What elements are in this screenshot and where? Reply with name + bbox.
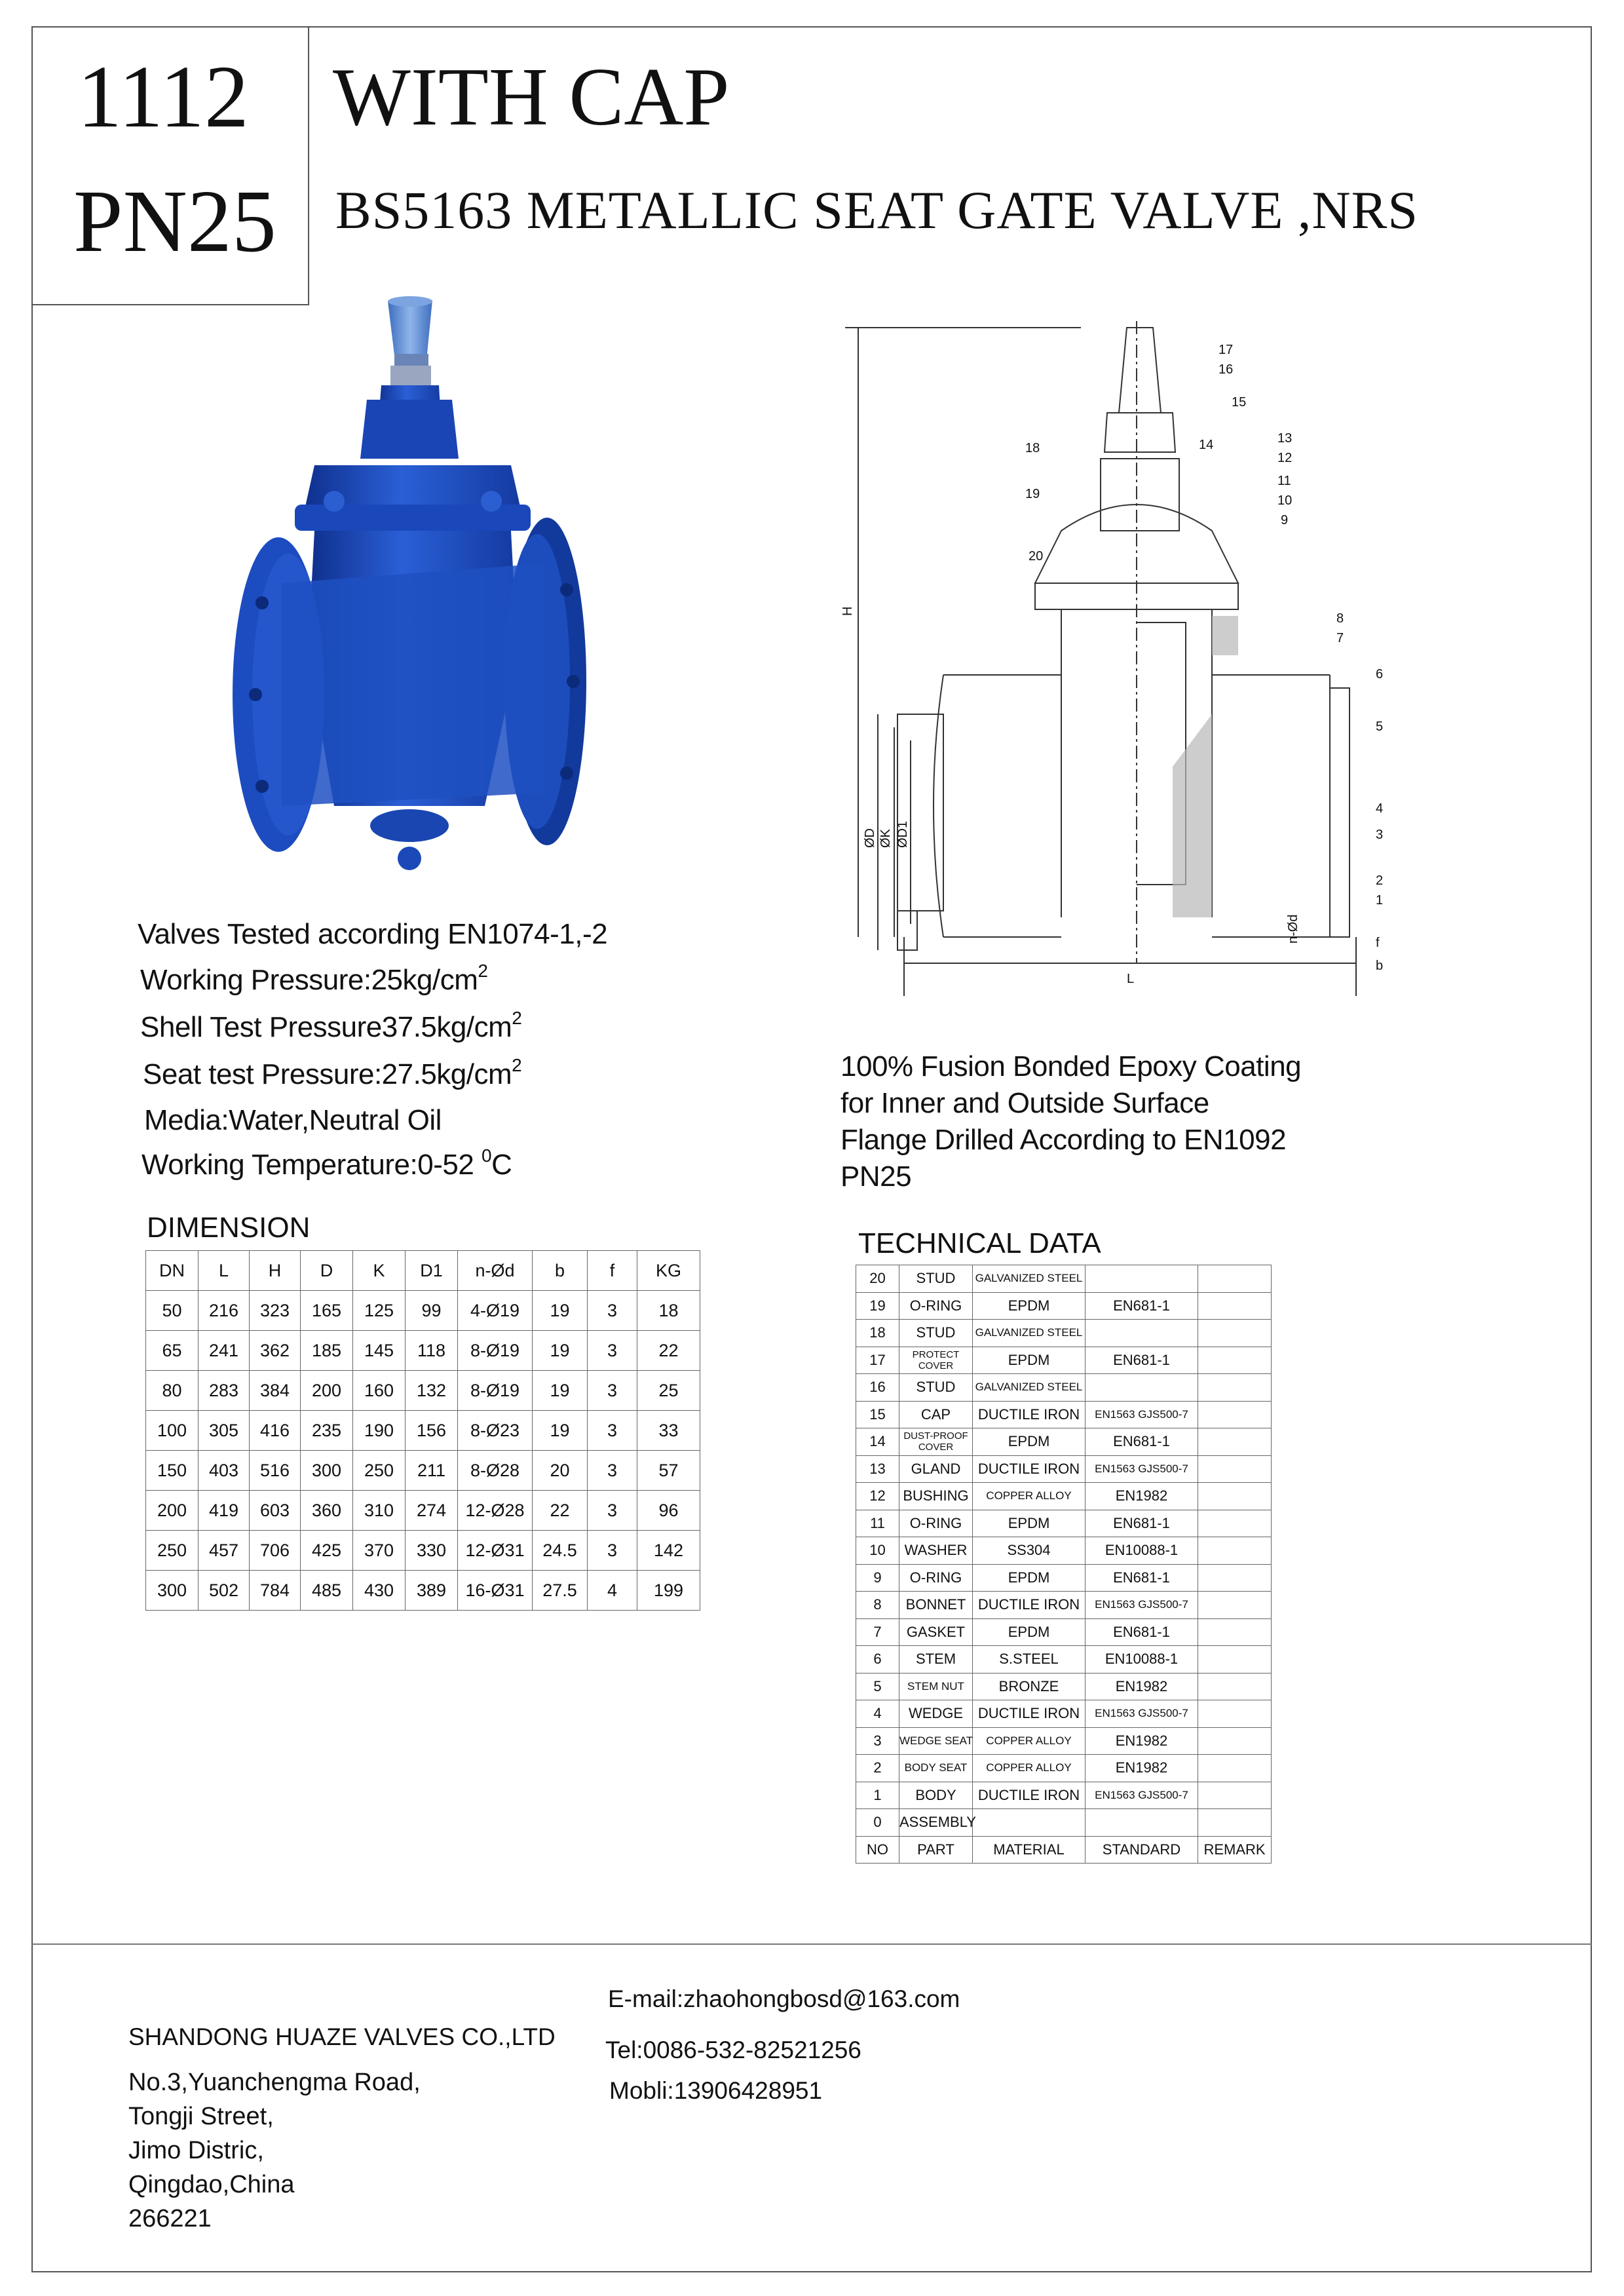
table-cell: D [301,1251,353,1291]
table-cell: GALVANIZED STEEL [973,1320,1086,1347]
table-cell: DUST-PROOF COVER [899,1428,973,1456]
table-cell: 142 [637,1531,700,1571]
pressure-class: PN25 [73,172,276,271]
table-cell: 3 [588,1331,637,1371]
table-cell [1198,1401,1272,1428]
dimension-table [145,1250,700,1611]
spec-working-pressure: Working $Pressure:25kg/cm^2$ [140,961,488,996]
table-cell: EN1563 GJS500-7 [1086,1592,1198,1619]
table-cell: 19 [533,1411,588,1451]
table-cell: 19 [856,1292,899,1320]
table-cell: 425 [301,1531,353,1571]
table-cell: EN1563 GJS500-7 [1086,1401,1198,1428]
table-cell: 360 [301,1491,353,1531]
technical-footer-row [856,1836,1272,1864]
table-cell: 27.5 [533,1571,588,1611]
table-cell: S.STEEL [973,1646,1086,1674]
part-label-5: 5 [1376,719,1384,734]
table-cell: EPDM [973,1428,1086,1456]
table-cell: EN10088-1 [1086,1646,1198,1674]
part-label-3: 3 [1376,828,1384,842]
title-product: BS5163 METALLIC SEAT GATE VALVE ,NRS [335,180,1418,240]
table-cell: 4-Ø19 [458,1291,533,1331]
part-label-9: 9 [1281,513,1289,527]
table-cell: BRONZE [973,1673,1086,1700]
table-cell: EN1982 [1086,1483,1198,1510]
table-row [856,1592,1272,1619]
table-cell: EN681-1 [1086,1292,1198,1320]
table-cell: WEDGE [899,1700,973,1728]
table-cell: 784 [250,1571,301,1611]
coating-line-1: 100% Fusion Bonded Epoxy Coating [840,1050,1302,1082]
table-cell: 165 [301,1291,353,1331]
table-cell [1086,1374,1198,1402]
table-cell: 362 [250,1331,301,1371]
table-cell: GASKET [899,1618,973,1646]
table-cell: DUCTILE IRON [973,1455,1086,1483]
table-cell: 18 [856,1320,899,1347]
label-l: L [1127,972,1135,986]
table-cell: BONNET [899,1592,973,1619]
table-cell: 3 [588,1531,637,1571]
table-cell: STEM [899,1646,973,1674]
part-label-4: 4 [1376,801,1384,816]
address-line: 266221 [128,2205,212,2232]
company-name: SHANDONG HUAZE VALVES CO.,LTD [128,2023,556,2050]
table-cell: 516 [250,1451,301,1491]
table-row [856,1537,1272,1565]
table-row [856,1483,1272,1510]
table-cell: 22 [637,1331,700,1371]
table-row [856,1755,1272,1782]
table-cell: 457 [198,1531,250,1571]
table-cell [1198,1727,1272,1755]
table-cell: 419 [198,1491,250,1531]
table-cell: 118 [406,1331,458,1371]
table-cell: 185 [301,1331,353,1371]
table-cell: NO [856,1836,899,1864]
dimension-title: DIMENSION [147,1212,311,1244]
table-cell: EN1563 GJS500-7 [1086,1700,1198,1728]
table-cell: 200 [301,1371,353,1411]
table-cell: 19 [533,1331,588,1371]
table-cell: EPDM [973,1292,1086,1320]
model-number: 1112 [77,48,249,146]
table-cell: L [198,1251,250,1291]
table-cell: PART [899,1836,973,1864]
table-cell: 1 [856,1782,899,1809]
table-cell: EN1563 GJS500-7 [1086,1455,1198,1483]
table-cell: H [250,1251,301,1291]
table-cell: 65 [146,1331,198,1371]
table-cell [1198,1537,1272,1565]
table-cell: 132 [406,1371,458,1411]
spec-seat-test: Seat test $Pressure:27.5kg/cm^2$ [143,1055,522,1090]
table-row [146,1371,700,1411]
table-cell: b [533,1251,588,1291]
table-cell: 125 [353,1291,406,1331]
table-cell: 200 [146,1491,198,1531]
table-cell: EN681-1 [1086,1510,1198,1537]
table-cell: 3 [588,1451,637,1491]
table-cell: 8 [856,1592,899,1619]
table-row [856,1374,1272,1402]
table-cell: 16 [856,1374,899,1402]
table-cell: MATERIAL [973,1836,1086,1864]
table-cell: 15 [856,1401,899,1428]
table-cell: COPPER ALLOY [973,1755,1086,1782]
table-cell: EN1563 GJS500-7 [1086,1782,1198,1809]
table-row [856,1347,1272,1374]
table-row [146,1291,700,1331]
table-cell: 19 [533,1291,588,1331]
table-cell: 160 [353,1371,406,1411]
table-cell: GALVANIZED STEEL [973,1374,1086,1402]
table-row [146,1331,700,1371]
table-cell: 274 [406,1491,458,1531]
spec-temperature: Working Temperature:0-52 $^0$C [142,1145,512,1181]
table-cell: 10 [856,1537,899,1565]
part-label-11: 11 [1277,474,1291,488]
table-cell: 3 [588,1411,637,1451]
table-cell [1198,1592,1272,1619]
contact-mobile: Mobli:13906428951 [609,2077,823,2104]
table-row [856,1428,1272,1456]
part-label-2: 2 [1376,873,1384,888]
table-cell [1198,1374,1272,1402]
table-cell: 14 [856,1428,899,1456]
table-cell: 241 [198,1331,250,1371]
table-cell: 33 [637,1411,700,1451]
table-cell [1198,1428,1272,1456]
table-cell: 305 [198,1411,250,1451]
coating-line-4: PN25 [840,1160,912,1193]
table-cell: 430 [353,1571,406,1611]
table-cell: 8-Ø19 [458,1371,533,1411]
valve-photo [236,288,603,911]
address-line: No.3,Yuanchengma Road, [128,2069,421,2096]
dimension-header-row [146,1251,700,1291]
table-cell: EN10088-1 [1086,1537,1198,1565]
table-cell: 250 [146,1531,198,1571]
table-cell: 18 [637,1291,700,1331]
table-row [146,1451,700,1491]
table-cell: O-RING [899,1564,973,1592]
table-cell: 12 [856,1483,899,1510]
table-cell: DUCTILE IRON [973,1782,1086,1809]
table-cell [1198,1564,1272,1592]
table-cell: GLAND [899,1455,973,1483]
part-label-18: 18 [1025,441,1040,455]
table-cell: BODY [899,1782,973,1809]
table-cell: 8-Ø28 [458,1451,533,1491]
table-cell [1198,1809,1272,1837]
part-label-1: 1 [1376,893,1384,908]
address-line: Tongji Street, [128,2103,274,2130]
table-cell: 7 [856,1618,899,1646]
table-cell: 370 [353,1531,406,1571]
table-cell: 485 [301,1571,353,1611]
table-cell: 57 [637,1451,700,1491]
table-cell: DN [146,1251,198,1291]
coating-line-2: for Inner and Outside Surface [840,1087,1209,1119]
table-cell: STANDARD [1086,1836,1198,1864]
table-cell: 100 [146,1411,198,1451]
table-cell: EPDM [973,1510,1086,1537]
table-cell [1198,1673,1272,1700]
table-row [856,1782,1272,1809]
table-cell: SS304 [973,1537,1086,1565]
table-row [856,1646,1272,1674]
table-cell: 300 [301,1451,353,1491]
table-cell: 156 [406,1411,458,1451]
table-cell: 11 [856,1510,899,1537]
cross-section-drawing [840,308,1408,1003]
table-cell [973,1809,1086,1837]
table-cell: EPDM [973,1347,1086,1374]
table-cell: STEM NUT [899,1673,973,1700]
table-cell: 3 [588,1291,637,1331]
table-cell [1086,1265,1198,1293]
table-row [856,1673,1272,1700]
table-cell: 12-Ø28 [458,1491,533,1531]
table-cell: 300 [146,1571,198,1611]
table-row [856,1401,1272,1428]
table-cell: 0 [856,1809,899,1837]
label-b: b [1376,959,1384,973]
table-cell: 190 [353,1411,406,1451]
table-row [856,1727,1272,1755]
table-cell: 5 [856,1673,899,1700]
part-label-16: 16 [1218,362,1234,377]
spec-tested: Valves Tested according EN1074-1,-2 [138,918,608,950]
table-cell: DUCTILE IRON [973,1592,1086,1619]
table-cell: BODY SEAT [899,1755,973,1782]
table-cell [1198,1510,1272,1537]
table-row [856,1292,1272,1320]
table-cell: 323 [250,1291,301,1331]
table-cell: 4 [856,1700,899,1728]
table-cell: EN681-1 [1086,1618,1198,1646]
table-cell [1198,1292,1272,1320]
table-cell: 12-Ø31 [458,1531,533,1571]
table-cell: 17 [856,1347,899,1374]
table-cell: EN681-1 [1086,1428,1198,1456]
table-cell: WEDGE SEAT [899,1727,973,1755]
table-cell: 4 [588,1571,637,1611]
technical-title: TECHNICAL DATA [858,1227,1101,1259]
part-label-14: 14 [1199,438,1214,452]
contact-tel: Tel:0086-532-82521256 [605,2037,861,2063]
table-cell [1198,1265,1272,1293]
table-cell: 20 [856,1265,899,1293]
part-label-15: 15 [1232,395,1247,410]
table-cell [1198,1782,1272,1809]
address-line: Jimo Distric, [128,2137,264,2164]
table-cell [1198,1347,1272,1374]
table-cell: REMARK [1198,1836,1272,1864]
coating-notes [840,1048,1301,1195]
table-cell: 502 [198,1571,250,1611]
table-cell: 9 [856,1564,899,1592]
spec-shell-test: Shell Test $Pressure37.5kg/cm^2$ [140,1008,522,1043]
table-cell: 235 [301,1411,353,1451]
table-cell: 96 [637,1491,700,1531]
table-cell: COPPER ALLOY [973,1483,1086,1510]
table-cell [1198,1320,1272,1347]
table-cell: 22 [533,1491,588,1531]
table-cell: EN1982 [1086,1727,1198,1755]
technical-table [856,1265,1272,1864]
table-row [856,1265,1272,1293]
table-cell [1198,1618,1272,1646]
table-cell [1086,1320,1198,1347]
table-cell: 8-Ø19 [458,1331,533,1371]
table-cell: STUD [899,1320,973,1347]
table-cell: O-RING [899,1292,973,1320]
label-nd: n-Ød [1286,914,1300,944]
table-cell: 13 [856,1455,899,1483]
table-cell: 416 [250,1411,301,1451]
table-cell: f [588,1251,637,1291]
table-cell: 384 [250,1371,301,1411]
table-cell: EPDM [973,1618,1086,1646]
table-row [856,1564,1272,1592]
table-cell: 25 [637,1371,700,1411]
table-row [856,1510,1272,1537]
table-cell: GALVANIZED STEEL [973,1265,1086,1293]
table-cell: DUCTILE IRON [973,1700,1086,1728]
table-cell: 283 [198,1371,250,1411]
table-cell: 20 [533,1451,588,1491]
part-label-17: 17 [1218,343,1234,357]
label-f: f [1376,936,1380,950]
table-cell: 6 [856,1646,899,1674]
table-row [146,1531,700,1571]
table-cell: EN681-1 [1086,1564,1198,1592]
part-label-20: 20 [1029,549,1044,564]
table-cell: STUD [899,1265,973,1293]
table-cell [1198,1483,1272,1510]
footer-divider [31,1943,1592,1945]
part-label-13: 13 [1277,431,1293,446]
table-cell: 211 [406,1451,458,1491]
table-row [146,1571,700,1611]
table-cell [1198,1646,1272,1674]
part-label-7: 7 [1336,631,1344,645]
table-cell: 99 [406,1291,458,1331]
contact-email: E-mail:zhaohongbosd@163.com [608,1985,960,2012]
table-cell: D1 [406,1251,458,1291]
table-cell: 3 [588,1371,637,1411]
table-cell: n-Ød [458,1251,533,1291]
table-cell [1198,1700,1272,1728]
table-cell: COPPER ALLOY [973,1727,1086,1755]
table-cell: CAP [899,1401,973,1428]
table-cell: WASHER [899,1537,973,1565]
part-label-10: 10 [1277,493,1293,508]
table-cell: 199 [637,1571,700,1611]
table-cell: BUSHING [899,1483,973,1510]
coating-line-3: Flange Drilled According to EN1092 [840,1124,1287,1156]
table-cell: 389 [406,1571,458,1611]
table-cell: K [353,1251,406,1291]
part-label-12: 12 [1277,451,1293,465]
table-cell: 8-Ø23 [458,1411,533,1451]
label-d1: ØD1 [896,820,910,848]
table-cell: KG [637,1251,700,1291]
table-row [856,1618,1272,1646]
table-cell: 216 [198,1291,250,1331]
table-row [856,1320,1272,1347]
address-line: Qingdao,China [128,2171,295,2198]
table-cell [1086,1809,1198,1837]
spec-media: Media:Water,Neutral Oil [144,1104,442,1136]
table-cell: 706 [250,1531,301,1571]
table-cell: 24.5 [533,1531,588,1571]
table-cell: 403 [198,1451,250,1491]
table-row [856,1809,1272,1837]
table-cell: EN681-1 [1086,1347,1198,1374]
company-address [128,2065,421,2236]
table-cell: 150 [146,1451,198,1491]
table-cell: STUD [899,1374,973,1402]
part-label-19: 19 [1025,487,1040,501]
table-cell [1198,1455,1272,1483]
label-d: ØD [863,828,877,848]
table-row [146,1491,700,1531]
table-cell: 603 [250,1491,301,1531]
table-row [856,1700,1272,1728]
label-k: ØK [878,829,893,848]
part-label-6: 6 [1376,667,1384,681]
table-cell: O-RING [899,1510,973,1537]
part-label-8: 8 [1336,611,1344,626]
label-h: H [840,606,855,616]
table-cell: 80 [146,1371,198,1411]
table-cell: 145 [353,1331,406,1371]
table-cell: 250 [353,1451,406,1491]
table-cell: 2 [856,1755,899,1782]
table-cell: 310 [353,1491,406,1531]
table-cell: 16-Ø31 [458,1571,533,1611]
table-cell: ASSEMBLY [899,1809,973,1837]
table-cell: 330 [406,1531,458,1571]
table-cell: 50 [146,1291,198,1331]
table-row [146,1411,700,1451]
title-with-cap: WITH CAP [333,52,730,143]
table-cell [1198,1755,1272,1782]
table-cell: PROTECT COVER [899,1347,973,1374]
table-cell: 3 [856,1727,899,1755]
table-cell: 19 [533,1371,588,1411]
table-cell: 3 [588,1491,637,1531]
table-row [856,1455,1272,1483]
table-cell: EPDM [973,1564,1086,1592]
table-cell: DUCTILE IRON [973,1401,1086,1428]
table-cell: EN1982 [1086,1755,1198,1782]
table-cell: EN1982 [1086,1673,1198,1700]
